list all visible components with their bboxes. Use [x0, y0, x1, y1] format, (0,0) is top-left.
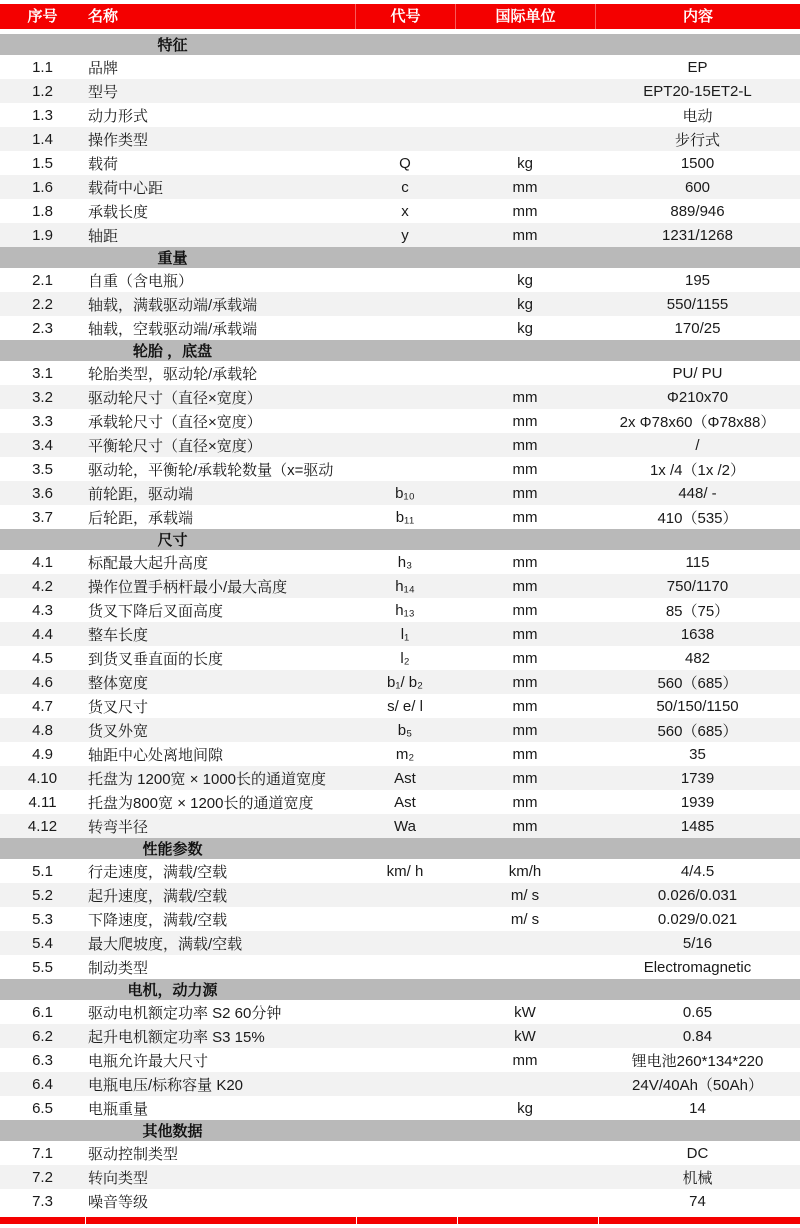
row-value: 0.65 — [682, 1003, 713, 1021]
row-value: 550/1155 — [666, 295, 729, 313]
row-unit: mm — [512, 769, 538, 787]
row-unit: mm — [512, 649, 538, 667]
table-row — [0, 1096, 800, 1120]
table-row — [0, 859, 800, 883]
row-name: 标配最大起升高度 — [88, 554, 209, 572]
row-unit: mm — [512, 1051, 538, 1069]
row-value: 0.026/0.031 — [657, 886, 738, 904]
section-title: 特征 — [157, 37, 188, 54]
row-unit: mm — [512, 460, 538, 478]
table-row — [0, 766, 800, 790]
table-row — [0, 103, 800, 127]
table-row — [0, 127, 800, 151]
row-name: 自重（含电瓶） — [88, 272, 194, 290]
row-unit: mm — [512, 553, 538, 571]
row-name: 承载长度 — [88, 203, 149, 221]
section-header — [0, 838, 800, 859]
row-name: 平衡轮尺寸（直径×宽度） — [88, 437, 262, 455]
header-col-name: 名称 — [88, 8, 119, 25]
row-no: 2.2 — [32, 295, 53, 313]
row-no: 5.2 — [32, 886, 53, 904]
row-name: 电瓶重量 — [88, 1100, 149, 1118]
table-row — [0, 670, 800, 694]
row-no: 6.4 — [32, 1075, 53, 1093]
row-value: 1231/1268 — [662, 226, 733, 244]
table-row — [0, 1141, 800, 1165]
section-title: 性能参数 — [142, 841, 203, 858]
table-row — [0, 622, 800, 646]
row-value: 1500 — [680, 154, 715, 172]
table-row — [0, 1000, 800, 1024]
row-name: 转向类型 — [88, 1169, 149, 1187]
table-row — [0, 268, 800, 292]
row-unit: mm — [512, 721, 538, 739]
row-no: 5.3 — [32, 910, 53, 928]
table-row — [0, 694, 800, 718]
row-code: Wa — [394, 817, 416, 835]
row-name: 托盘为800宽 × 1200长的通道宽度 — [88, 794, 314, 812]
row-value: 0.84 — [682, 1027, 713, 1045]
row-value: 24V/40Ah（50Ah） — [632, 1076, 763, 1094]
table-row — [0, 1189, 800, 1213]
row-value: Electromagnetic — [643, 958, 752, 976]
row-name: 轴距 — [88, 227, 119, 245]
table-header — [0, 4, 800, 29]
row-code: b₁/ b₂ — [387, 673, 423, 691]
row-no: 3.1 — [32, 364, 53, 382]
row-name: 轮胎类型，驱动轮/承载轮 — [88, 365, 258, 383]
row-code: b₁₁ — [395, 508, 415, 526]
row-no: 4.5 — [32, 649, 53, 667]
row-no: 6.5 — [32, 1099, 53, 1117]
row-unit: mm — [512, 625, 538, 643]
table-row — [0, 1165, 800, 1189]
row-no: 4.1 — [32, 553, 53, 571]
row-no: 1.4 — [32, 130, 53, 148]
row-name: 整体宽度 — [88, 674, 149, 692]
row-code: b₅ — [397, 721, 413, 739]
row-name: 下降速度，满载/空载 — [88, 911, 228, 929]
row-name: 载荷中心距 — [88, 179, 164, 197]
row-code: km/ h — [386, 862, 424, 880]
table-row — [0, 199, 800, 223]
row-unit: kW — [514, 1027, 536, 1045]
row-value: 0.029/0.021 — [657, 910, 738, 928]
header-col-no: 序号 — [27, 8, 58, 25]
row-value: 560（685） — [657, 674, 738, 692]
row-no: 3.5 — [32, 460, 53, 478]
row-name: 起升速度，满载/空载 — [88, 887, 228, 905]
table-row — [0, 883, 800, 907]
table-row — [0, 457, 800, 481]
table-row — [0, 175, 800, 199]
row-value: / — [695, 436, 700, 454]
table-body — [0, 34, 800, 1213]
row-unit: m/ s — [510, 886, 540, 904]
row-no: 4.9 — [32, 745, 53, 763]
section-header — [0, 979, 800, 1000]
section-title: 轮胎 ，底盘 — [132, 343, 213, 360]
section-header — [0, 529, 800, 550]
table-row — [0, 1072, 800, 1096]
row-no: 3.7 — [32, 508, 53, 526]
table-row — [0, 292, 800, 316]
row-value: 1485 — [680, 817, 715, 835]
table-row — [0, 742, 800, 766]
row-no: 1.2 — [32, 82, 53, 100]
row-no: 4.8 — [32, 721, 53, 739]
row-unit: mm — [512, 673, 538, 691]
table-row — [0, 1048, 800, 1072]
footer-cell — [86, 1217, 356, 1224]
row-unit: mm — [512, 577, 538, 595]
row-unit: mm — [512, 226, 538, 244]
row-name: 轴载，满载驱动端/承载端 — [88, 296, 258, 314]
row-no: 6.3 — [32, 1051, 53, 1069]
row-code: l₁ — [400, 625, 410, 643]
row-no: 5.4 — [32, 934, 53, 952]
row-no: 4.12 — [27, 817, 58, 835]
table-row — [0, 598, 800, 622]
row-no: 3.2 — [32, 388, 53, 406]
row-value: 482 — [684, 649, 711, 667]
table-row — [0, 316, 800, 340]
row-name: 行走速度，满载/空载 — [88, 863, 228, 881]
row-value: 560（685） — [657, 722, 738, 740]
section-title: 尺寸 — [157, 532, 188, 549]
row-no: 1.6 — [32, 178, 53, 196]
row-name: 承载轮尺寸（直径×宽度） — [88, 413, 262, 431]
spec-table — [0, 4, 800, 1224]
row-name: 货叉下降后叉面高度 — [88, 602, 224, 620]
table-row — [0, 481, 800, 505]
header-col-value: 内容 — [595, 4, 800, 29]
row-code: Ast — [394, 793, 416, 811]
row-unit: mm — [512, 388, 538, 406]
row-name: 驱动控制类型 — [88, 1145, 179, 1163]
header-col-code: 代号 — [355, 4, 455, 29]
row-no: 1.8 — [32, 202, 53, 220]
table-row — [0, 907, 800, 931]
row-unit: mm — [512, 817, 538, 835]
row-unit: mm — [512, 484, 538, 502]
row-code: h₁₄ — [395, 577, 415, 595]
table-row — [0, 550, 800, 574]
row-unit: km/h — [508, 862, 542, 880]
row-name: 最大爬坡度，满载/空载 — [88, 935, 243, 953]
row-value: 1739 — [680, 769, 715, 787]
row-unit: kg — [517, 1099, 533, 1117]
section-header — [0, 340, 800, 361]
row-name: 噪音等级 — [88, 1193, 149, 1211]
row-name: 轴距中心处离地间隙 — [88, 746, 224, 764]
row-value: 410（535） — [657, 509, 738, 527]
section-header — [0, 1120, 800, 1141]
table-row — [0, 505, 800, 529]
row-value: 14 — [689, 1099, 706, 1117]
row-value: 5/16 — [682, 934, 713, 952]
row-no: 4.3 — [32, 601, 53, 619]
row-value: 448/ - — [678, 484, 717, 502]
row-no: 2.3 — [32, 319, 53, 337]
table-row — [0, 814, 800, 838]
row-code: Q — [399, 154, 411, 172]
row-unit: mm — [512, 697, 538, 715]
row-value: 600 — [684, 178, 711, 196]
row-value: 1939 — [680, 793, 715, 811]
row-name: 操作位置手柄杆最小/最大高度 — [88, 578, 288, 596]
row-value: 步行式 — [674, 131, 720, 149]
table-row — [0, 1024, 800, 1048]
row-unit: mm — [512, 601, 538, 619]
row-no: 3.6 — [32, 484, 53, 502]
row-value: 锂电池260*134*220 — [631, 1052, 764, 1070]
row-code: h₁₃ — [395, 601, 415, 619]
row-no: 4.2 — [32, 577, 53, 595]
row-no: 1.9 — [32, 226, 53, 244]
row-code: c — [401, 178, 409, 196]
table-row — [0, 55, 800, 79]
row-no: 3.4 — [32, 436, 53, 454]
row-no: 7.1 — [32, 1144, 53, 1162]
row-no: 7.2 — [32, 1168, 53, 1186]
row-value: 85（75） — [665, 602, 730, 620]
row-name: 型号 — [88, 83, 119, 101]
row-no: 4.6 — [32, 673, 53, 691]
row-name: 前轮距，驱动端 — [88, 485, 194, 503]
row-name: 电瓶电压/标称容量 K20 — [88, 1076, 244, 1094]
row-name: 起升电机额定功率 S3 15% — [88, 1028, 265, 1046]
table-row — [0, 646, 800, 670]
row-value: 1638 — [680, 625, 715, 643]
row-value: 195 — [684, 271, 711, 289]
table-row — [0, 574, 800, 598]
row-value: 机械 — [682, 1169, 713, 1187]
table-row — [0, 433, 800, 457]
row-unit: mm — [512, 178, 538, 196]
row-code: l₂ — [400, 649, 410, 667]
row-code: s/ e/ l — [387, 697, 423, 715]
row-unit: mm — [512, 793, 538, 811]
row-unit: mm — [512, 436, 538, 454]
row-unit: kg — [517, 319, 533, 337]
row-value: 35 — [689, 745, 706, 763]
row-name: 后轮距，承载端 — [88, 509, 194, 527]
row-unit: mm — [512, 202, 538, 220]
row-name: 品牌 — [88, 59, 119, 77]
row-name: 载荷 — [88, 155, 119, 173]
table-row — [0, 955, 800, 979]
row-no: 4.10 — [27, 769, 58, 787]
header-col-unit: 国际单位 — [455, 4, 595, 29]
row-value: 电动 — [682, 107, 713, 125]
row-name: 操作类型 — [88, 131, 149, 149]
row-no: 5.1 — [32, 862, 53, 880]
section-header — [0, 247, 800, 268]
row-value: Φ210x70 — [666, 388, 729, 406]
section-title: 电机，动力源 — [127, 982, 218, 999]
row-value: 1x /4（1x /2） — [649, 461, 746, 479]
row-name: 托盘为 1200宽 × 1000长的通道宽度 — [88, 770, 327, 788]
row-name: 驱动电机额定功率 S2 60分钟 — [88, 1004, 282, 1022]
row-unit: m/ s — [510, 910, 540, 928]
row-code: h₃ — [397, 553, 413, 571]
row-name: 转弯半径 — [88, 818, 149, 836]
row-value: 750/1170 — [666, 577, 729, 595]
row-unit: mm — [512, 745, 538, 763]
row-unit: mm — [512, 508, 538, 526]
table-footer-bar — [0, 1217, 800, 1224]
table-row — [0, 931, 800, 955]
section-header — [0, 34, 800, 55]
table-row — [0, 718, 800, 742]
row-no: 5.5 — [32, 958, 53, 976]
row-name: 货叉尺寸 — [88, 698, 149, 716]
table-row — [0, 223, 800, 247]
row-no: 1.1 — [32, 58, 53, 76]
row-no: 4.7 — [32, 697, 53, 715]
row-value: DC — [686, 1144, 709, 1162]
row-value: 4/4.5 — [680, 862, 715, 880]
table-row — [0, 385, 800, 409]
row-unit: kg — [517, 295, 533, 313]
row-name: 轴载，空载驱动端/承载端 — [88, 320, 258, 338]
row-no: 3.3 — [32, 412, 53, 430]
row-name: 驱动轮尺寸（直径×宽度） — [88, 389, 262, 407]
row-no: 1.5 — [32, 154, 53, 172]
row-name: 制动类型 — [88, 959, 149, 977]
row-no: 4.11 — [28, 793, 57, 811]
row-unit: kg — [517, 271, 533, 289]
row-value: 2x Φ78x60（Φ78x88） — [619, 413, 776, 431]
row-name: 电瓶允许最大尺寸 — [88, 1052, 209, 1070]
row-name: 整车长度 — [88, 626, 149, 644]
table-row — [0, 151, 800, 175]
row-value: PU/ PU — [672, 364, 723, 382]
row-value: 74 — [689, 1192, 706, 1210]
row-value: EP — [687, 58, 708, 76]
row-name: 动力形式 — [88, 107, 149, 125]
row-code: m₂ — [395, 745, 415, 763]
row-value: 50/150/1150 — [656, 697, 739, 715]
row-code: Ast — [394, 769, 416, 787]
row-unit: kg — [517, 154, 533, 172]
table-row — [0, 790, 800, 814]
row-no: 6.1 — [32, 1003, 53, 1021]
footer-cell — [0, 1217, 85, 1224]
row-value: 889/946 — [670, 202, 725, 220]
row-no: 7.3 — [32, 1192, 53, 1210]
table-row — [0, 79, 800, 103]
row-unit: mm — [512, 412, 538, 430]
row-name: 驱动轮，平衡轮/承载轮数量（x=驱动 — [88, 461, 334, 479]
row-code: b₁₀ — [395, 484, 415, 502]
table-row — [0, 409, 800, 433]
row-value: 170/25 — [674, 319, 721, 337]
row-no: 2.1 — [32, 271, 53, 289]
row-value: EPT20-15ET2-L — [643, 82, 752, 100]
footer-cell — [458, 1217, 598, 1224]
footer-cell — [357, 1217, 457, 1224]
section-title: 其他数据 — [142, 1123, 203, 1140]
row-name: 货叉外宽 — [88, 722, 149, 740]
row-value: 115 — [685, 553, 710, 571]
row-code: y — [401, 226, 409, 244]
table-row — [0, 361, 800, 385]
row-no: 1.3 — [32, 106, 53, 124]
row-unit: kW — [514, 1003, 536, 1021]
footer-cell — [599, 1217, 800, 1224]
row-code: x — [401, 202, 409, 220]
section-title: 重量 — [157, 250, 188, 267]
row-name: 到货叉垂直面的长度 — [88, 650, 224, 668]
row-no: 6.2 — [32, 1027, 53, 1045]
row-no: 4.4 — [32, 625, 53, 643]
